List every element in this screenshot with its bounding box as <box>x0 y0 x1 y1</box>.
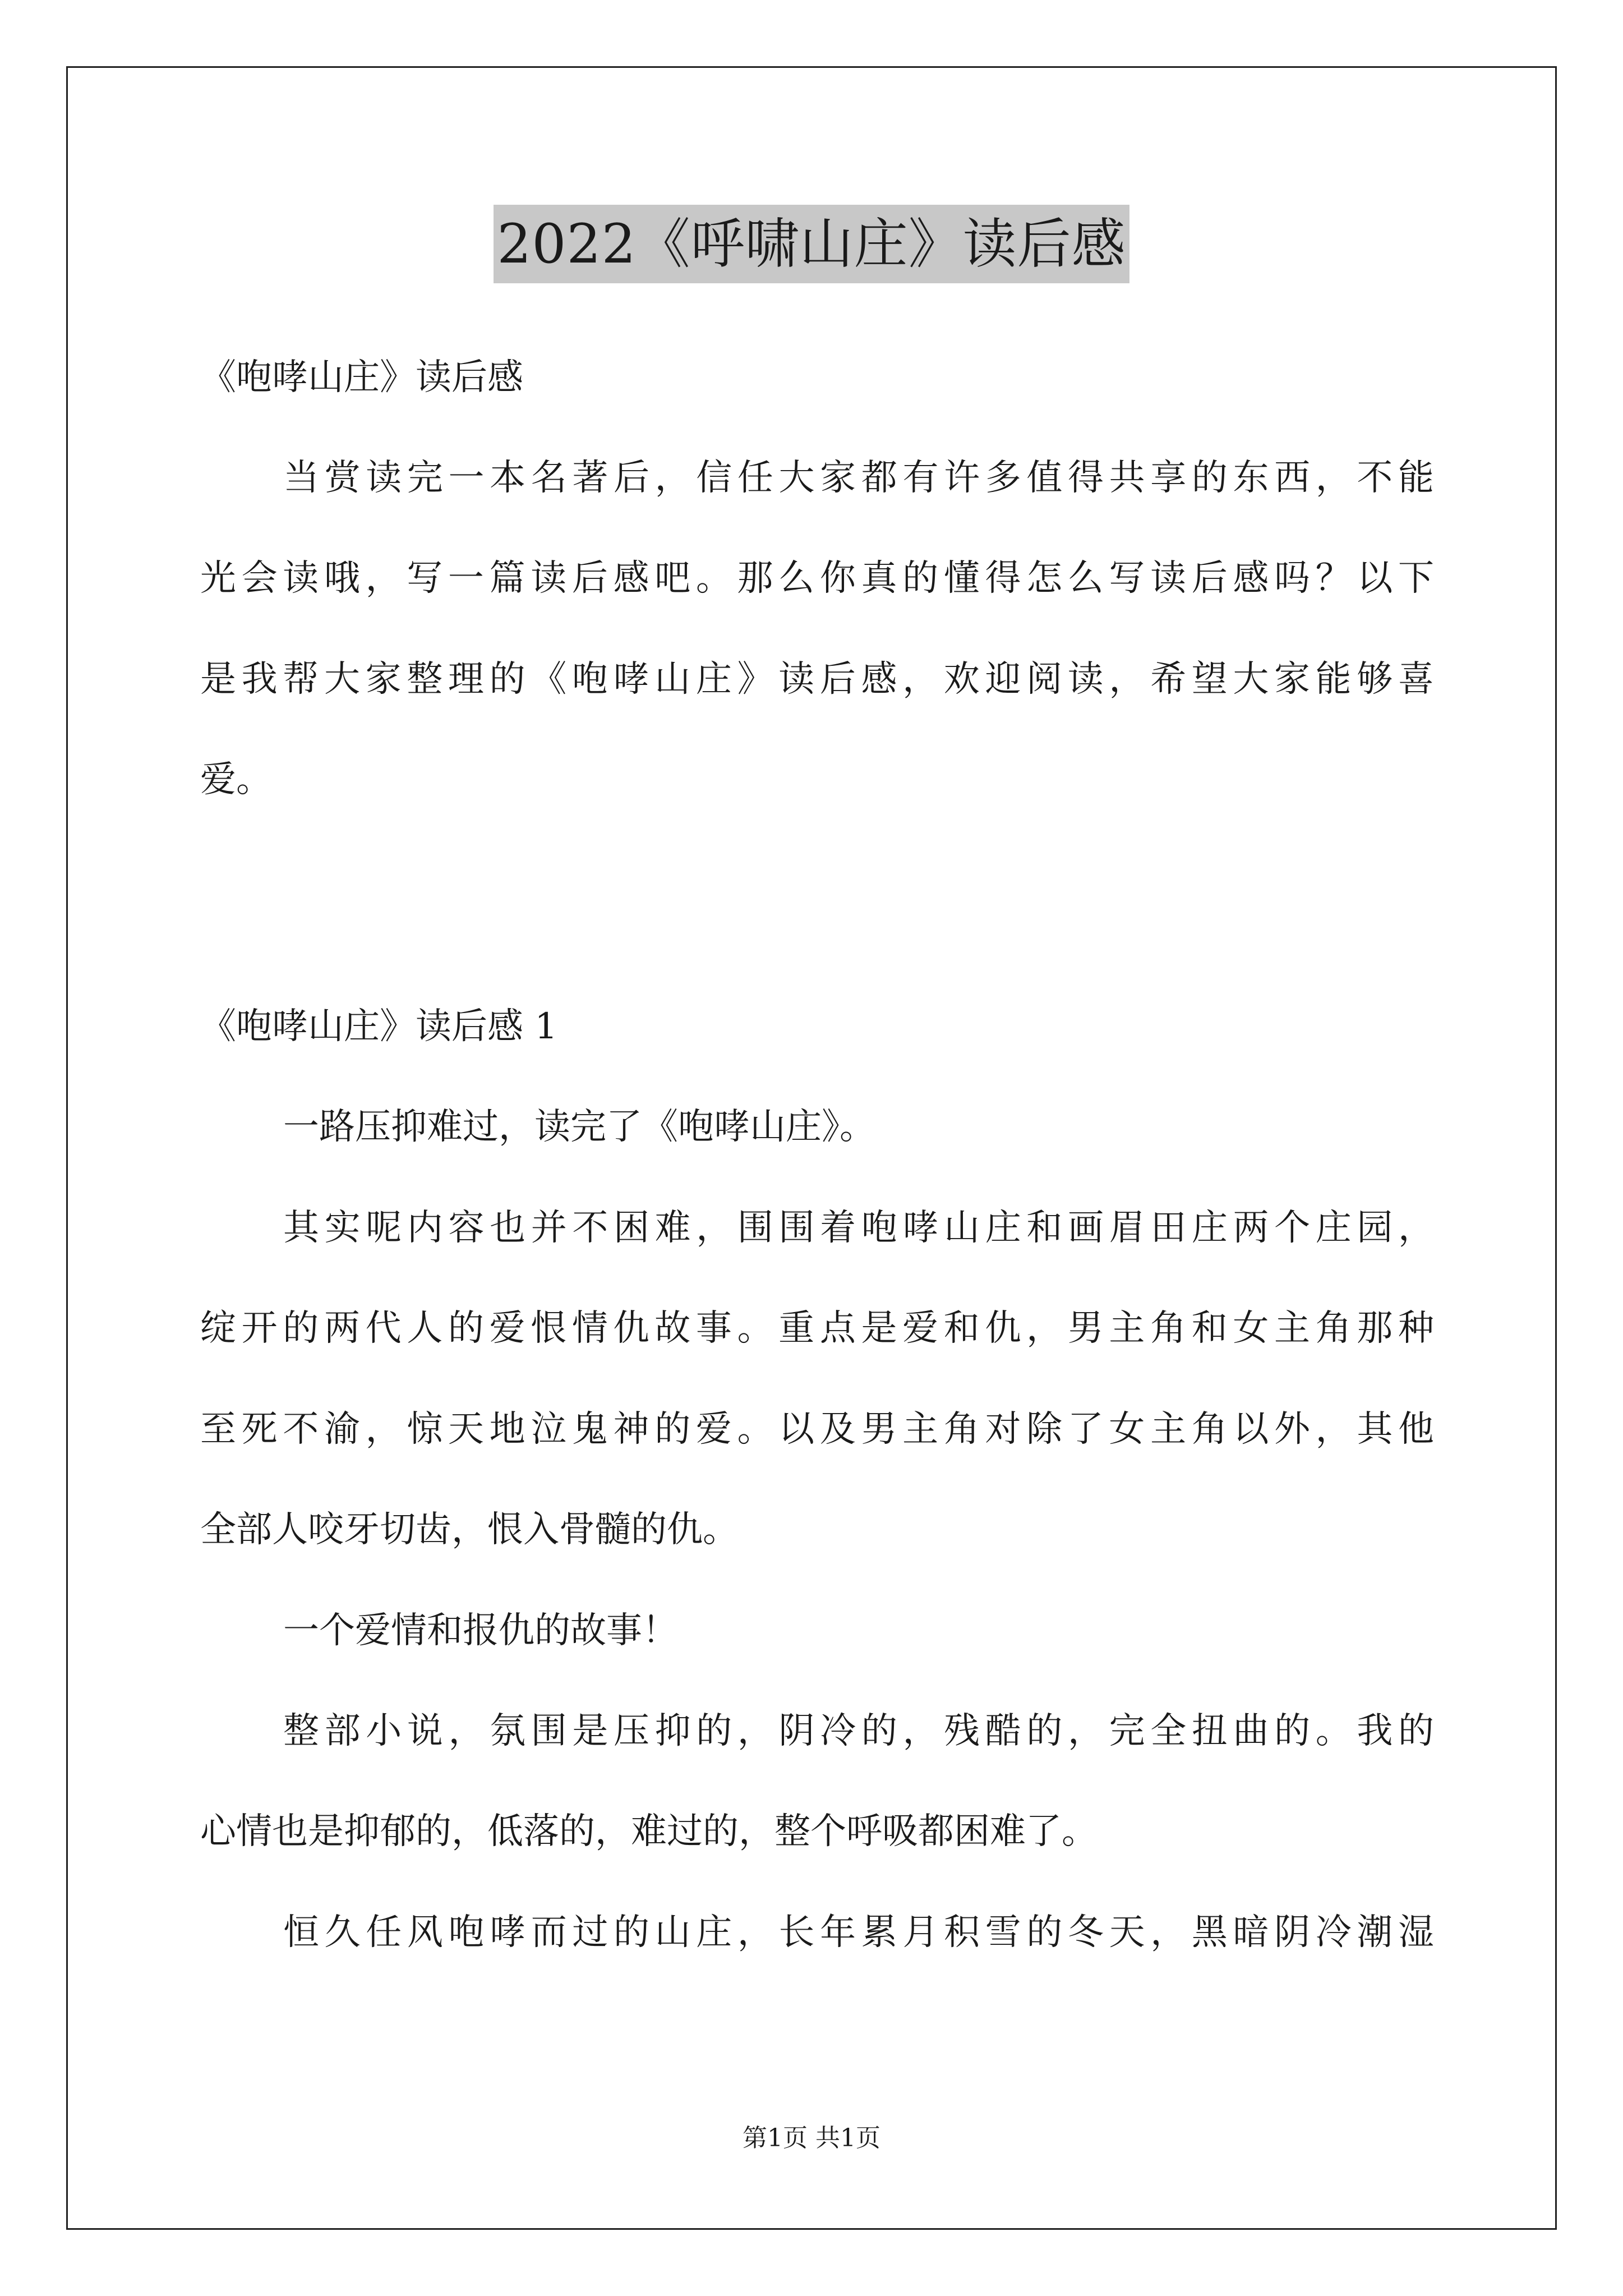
paragraph-line: 至死不渝，惊天地泣鬼神的爱。以及男主角对除了女主角以外，其他 <box>200 1409 1434 1450</box>
paragraph-line: 绽开的两代人的爱恨情仇故事。重点是爱和仇，男主角和女主角那种 <box>200 1308 1434 1349</box>
paragraph-line: 心情也是抑郁的，低落的，难过的，整个呼吸都困难了。 <box>200 1811 1098 1852</box>
section-heading-1: 《咆哮山庄》读后感 1 <box>200 1006 558 1047</box>
paragraph-line: 当赏读完一本名著后，信任大家都有许多值得共享的东西，不能 <box>283 457 1434 499</box>
paragraph-line: 爱。 <box>200 759 272 800</box>
paragraph-line: 光会读哦，写一篇读后感吧。那么你真的懂得怎么写读后感吗？以下 <box>200 558 1434 599</box>
paragraph-line: 其实呢内容也并不困难，围围着咆哮山庄和画眉田庄两个庄园， <box>283 1207 1434 1249</box>
paragraph-line: 恒久任风咆哮而过的山庄，长年累月积雪的冬天，黑暗阴冷潮湿 <box>283 1912 1434 1953</box>
page-footer: 第1页 共1页 <box>743 2124 880 2152</box>
paragraph-line: 整部小说，氛围是压抑的，阴冷的，残酷的，完全扭曲的。我的 <box>283 1710 1434 1752</box>
section-heading-intro: 《咆哮山庄》读后感 <box>200 357 523 398</box>
document-title: 2022《呼啸山庄》读后感 <box>494 205 1129 283</box>
paragraph-line: 全部人咬牙切齿，恨入骨髓的仇。 <box>200 1509 739 1550</box>
paragraph-line: 一路压抑难过，读完了《咆哮山庄》。 <box>283 1106 875 1148</box>
paragraph-line: 是我帮大家整理的《咆哮山庄》读后感，欢迎阅读，希望大家能够喜 <box>200 659 1434 700</box>
paragraph-line: 一个爱情和报仇的故事！ <box>283 1610 678 1651</box>
title-block <box>0 205 1623 283</box>
